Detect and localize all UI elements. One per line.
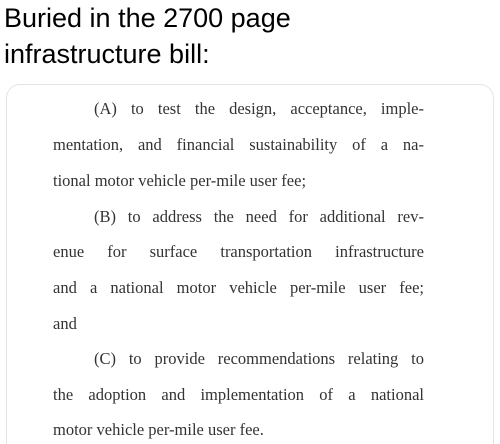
bill-line-5: enue for surface transportation infrastructure bbox=[53, 242, 424, 261]
bill-line-10: motor vehicle per-mile user fee. bbox=[53, 420, 264, 439]
bill-line-8: (C) to provide recommendations relating to bbox=[94, 349, 424, 368]
bill-line-6: and a national motor vehicle per-mile user fee; bbox=[53, 278, 424, 297]
caption-line-2: infrastructure bill: bbox=[4, 39, 210, 69]
bill-line-1: (A) to test the design, acceptance, imple- bbox=[94, 99, 424, 118]
caption-line-1: Buried in the 2700 page bbox=[4, 3, 291, 33]
bill-line-9: the adoption and implementation of a national bbox=[53, 385, 424, 404]
bill-line-3: tional motor vehicle per-mile user fee; bbox=[53, 171, 307, 190]
bill-line-4: (B) to address the need for additional rev- bbox=[94, 207, 424, 226]
bill-line-7: and bbox=[53, 314, 77, 333]
bill-line-2: mentation, and financial sustainability of a na- bbox=[53, 135, 424, 154]
bill-excerpt-image bbox=[6, 84, 494, 444]
post-caption bbox=[4, 0, 496, 72]
